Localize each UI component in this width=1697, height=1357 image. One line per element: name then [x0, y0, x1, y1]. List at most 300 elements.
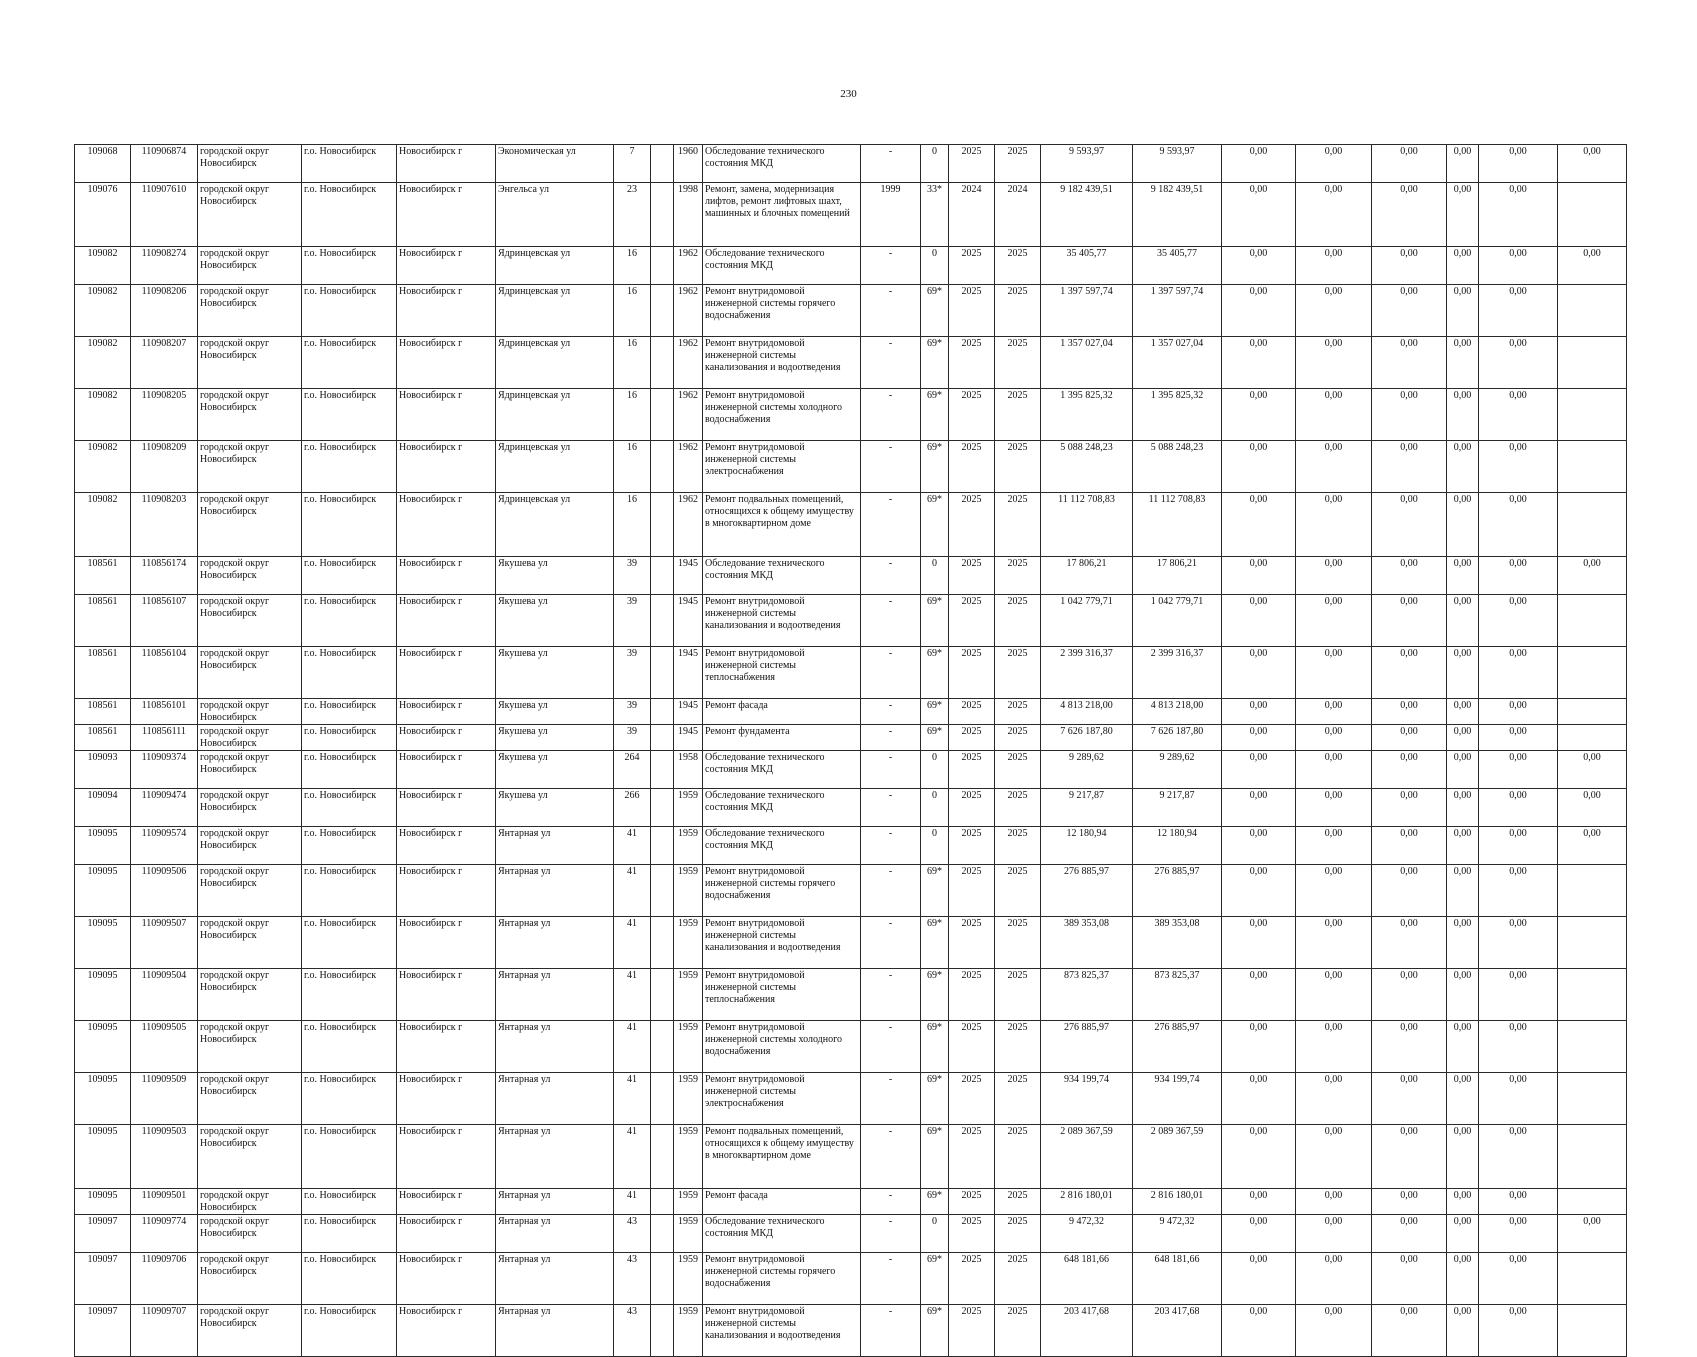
cell-building — [651, 595, 674, 647]
cell-settlement: Новосибирск г — [397, 1253, 496, 1305]
cell-wear: 69* — [921, 337, 949, 389]
cell-municipality: городской округ Новосибирск — [198, 725, 302, 751]
cell-settlement: Новосибирск г — [397, 751, 496, 789]
table-row — [75, 145, 1627, 183]
cell-cost-local: 0,00 — [1372, 1073, 1447, 1125]
cell-cost-extra: 0,00 — [1479, 1215, 1558, 1253]
cell-wear: 69* — [921, 389, 949, 441]
cell-plan-start-year: 2025 — [949, 557, 995, 595]
cell-street: Янтарная ул — [496, 827, 614, 865]
cell-house-id: 108561 — [75, 725, 131, 751]
cell-cost-other: 0,00 — [1447, 285, 1479, 337]
cell-cost-extra: 0,00 — [1479, 441, 1558, 493]
cell-total-cost: 934 199,74 — [1041, 1073, 1133, 1125]
cell-wear: 69* — [921, 1305, 949, 1357]
cell-total-cost: 389 353,08 — [1041, 917, 1133, 969]
cell-total-cost: 9 217,87 — [1041, 789, 1133, 827]
cell-total-cost: 873 825,37 — [1041, 969, 1133, 1021]
cell-work-type: Ремонт фасада — [703, 1189, 861, 1215]
table-row — [75, 1073, 1627, 1125]
cell-repair-year: - — [861, 247, 921, 285]
cell-building — [651, 1073, 674, 1125]
cell-municipality: городской округ Новосибирск — [198, 1189, 302, 1215]
cell-work-type: Обследование технического состояния МКД — [703, 751, 861, 789]
cell-street: Янтарная ул — [496, 917, 614, 969]
cell-house-id: 109095 — [75, 1189, 131, 1215]
cell-building — [651, 1189, 674, 1215]
cell-cost-federal: 0,00 — [1222, 337, 1296, 389]
cell-year-built: 1959 — [674, 1215, 703, 1253]
cell-total-cost: 11 112 708,83 — [1041, 493, 1133, 557]
cell-repair-year: - — [861, 751, 921, 789]
cell-house-number: 16 — [614, 247, 651, 285]
cell-repair-year: - — [861, 145, 921, 183]
cell-municipal-short: г.о. Новосибирск — [302, 285, 397, 337]
cell-municipal-short: г.о. Новосибирск — [302, 789, 397, 827]
cell-cost-owners: 9 217,87 — [1133, 789, 1222, 827]
cell-street: Якушева ул — [496, 725, 614, 751]
cell-plan-start-year: 2025 — [949, 865, 995, 917]
cell-work-id: 110856101 — [131, 699, 198, 725]
cell-building — [651, 1253, 674, 1305]
cell-cost-regional: 0,00 — [1296, 595, 1372, 647]
cell-total-cost: 1 397 597,74 — [1041, 285, 1133, 337]
cell-work-id: 110909574 — [131, 827, 198, 865]
cell-work-id: 110908205 — [131, 389, 198, 441]
cell-work-id: 110909706 — [131, 1253, 198, 1305]
cell-plan-end-year: 2025 — [995, 789, 1041, 827]
cell-work-id: 110909509 — [131, 1073, 198, 1125]
cell-work-type: Ремонт внутридомовой инженерной системы электроснабжения — [703, 1073, 861, 1125]
table-row — [75, 827, 1627, 865]
cell-repair-year: - — [861, 1305, 921, 1357]
cell-municipality: городской округ Новосибирск — [198, 865, 302, 917]
table-body — [75, 145, 1627, 1357]
cell-building — [651, 441, 674, 493]
cell-cost-reserve: 0,00 — [1558, 827, 1627, 865]
cell-house-id: 108561 — [75, 595, 131, 647]
table-row — [75, 969, 1627, 1021]
cell-house-number: 23 — [614, 183, 651, 247]
cell-building — [651, 917, 674, 969]
cell-cost-other: 0,00 — [1447, 1189, 1479, 1215]
cell-cost-reserve — [1558, 725, 1627, 751]
cell-year-built: 1959 — [674, 1125, 703, 1189]
cell-settlement: Новосибирск г — [397, 183, 496, 247]
cell-cost-owners: 9 593,97 — [1133, 145, 1222, 183]
cell-municipality: городской округ Новосибирск — [198, 1073, 302, 1125]
cell-year-built: 1945 — [674, 699, 703, 725]
cell-wear: 0 — [921, 247, 949, 285]
cell-wear: 0 — [921, 1215, 949, 1253]
cell-settlement: Новосибирск г — [397, 1215, 496, 1253]
cell-cost-federal: 0,00 — [1222, 145, 1296, 183]
cell-cost-federal: 0,00 — [1222, 183, 1296, 247]
cell-total-cost: 2 816 180,01 — [1041, 1189, 1133, 1215]
cell-settlement: Новосибирск г — [397, 595, 496, 647]
cell-cost-owners: 2 089 367,59 — [1133, 1125, 1222, 1189]
cell-plan-end-year: 2024 — [995, 183, 1041, 247]
cell-settlement: Новосибирск г — [397, 865, 496, 917]
cell-cost-other: 0,00 — [1447, 1021, 1479, 1073]
cell-year-built: 1959 — [674, 865, 703, 917]
cell-municipal-short: г.о. Новосибирск — [302, 1253, 397, 1305]
cell-cost-federal: 0,00 — [1222, 789, 1296, 827]
cell-plan-end-year: 2025 — [995, 1253, 1041, 1305]
cell-street: Якушева ул — [496, 647, 614, 699]
cell-cost-other: 0,00 — [1447, 917, 1479, 969]
cell-street: Ядринцевская ул — [496, 389, 614, 441]
cell-cost-regional: 0,00 — [1296, 1125, 1372, 1189]
cell-repair-year: - — [861, 725, 921, 751]
table-row — [75, 337, 1627, 389]
cell-cost-federal: 0,00 — [1222, 441, 1296, 493]
cell-plan-start-year: 2025 — [949, 389, 995, 441]
cell-house-id: 109082 — [75, 285, 131, 337]
cell-cost-local: 0,00 — [1372, 1021, 1447, 1073]
cell-building — [651, 183, 674, 247]
cell-plan-start-year: 2025 — [949, 337, 995, 389]
cell-cost-reserve — [1558, 441, 1627, 493]
cell-cost-regional: 0,00 — [1296, 247, 1372, 285]
cell-cost-owners: 934 199,74 — [1133, 1073, 1222, 1125]
cell-year-built: 1959 — [674, 1253, 703, 1305]
cell-cost-regional: 0,00 — [1296, 441, 1372, 493]
cell-municipality: городской округ Новосибирск — [198, 145, 302, 183]
cell-building — [651, 1305, 674, 1357]
cell-repair-year: - — [861, 917, 921, 969]
cell-cost-owners: 1 042 779,71 — [1133, 595, 1222, 647]
cell-work-id: 110907610 — [131, 183, 198, 247]
cell-cost-local: 0,00 — [1372, 285, 1447, 337]
cell-wear: 69* — [921, 285, 949, 337]
cell-street: Ядринцевская ул — [496, 441, 614, 493]
table-row — [75, 917, 1627, 969]
cell-cost-federal: 0,00 — [1222, 725, 1296, 751]
cell-cost-owners: 4 813 218,00 — [1133, 699, 1222, 725]
cell-street: Янтарная ул — [496, 865, 614, 917]
cell-repair-year: - — [861, 1215, 921, 1253]
cell-municipal-short: г.о. Новосибирск — [302, 969, 397, 1021]
cell-house-id: 109082 — [75, 441, 131, 493]
cell-municipal-short: г.о. Новосибирск — [302, 865, 397, 917]
cell-cost-federal: 0,00 — [1222, 699, 1296, 725]
cell-work-id: 110856111 — [131, 725, 198, 751]
cell-building — [651, 493, 674, 557]
cell-house-number: 16 — [614, 337, 651, 389]
cell-house-number: 41 — [614, 1021, 651, 1073]
table-row — [75, 1189, 1627, 1215]
cell-plan-end-year: 2025 — [995, 1021, 1041, 1073]
cell-cost-reserve: 0,00 — [1558, 557, 1627, 595]
table-row — [75, 441, 1627, 493]
cell-cost-regional: 0,00 — [1296, 699, 1372, 725]
cell-repair-year: - — [861, 389, 921, 441]
cell-wear: 69* — [921, 865, 949, 917]
cell-cost-reserve — [1558, 1305, 1627, 1357]
cell-municipality: городской округ Новосибирск — [198, 647, 302, 699]
cell-building — [651, 145, 674, 183]
cell-work-type: Ремонт внутридомовой инженерной системы канализования и водоотведения — [703, 917, 861, 969]
cell-year-built: 1958 — [674, 751, 703, 789]
cell-house-number: 43 — [614, 1253, 651, 1305]
cell-settlement: Новосибирск г — [397, 699, 496, 725]
cell-cost-reserve: 0,00 — [1558, 1215, 1627, 1253]
cell-plan-end-year: 2025 — [995, 441, 1041, 493]
cell-wear: 69* — [921, 699, 949, 725]
cell-wear: 69* — [921, 725, 949, 751]
cell-cost-local: 0,00 — [1372, 1215, 1447, 1253]
cell-cost-other: 0,00 — [1447, 969, 1479, 1021]
cell-municipality: городской округ Новосибирск — [198, 751, 302, 789]
cell-work-type: Ремонт внутридомовой инженерной системы горячего водоснабжения — [703, 1253, 861, 1305]
cell-house-id: 109097 — [75, 1215, 131, 1253]
cell-house-number: 264 — [614, 751, 651, 789]
cell-repair-year: - — [861, 337, 921, 389]
cell-cost-local: 0,00 — [1372, 389, 1447, 441]
cell-cost-extra: 0,00 — [1479, 1253, 1558, 1305]
cell-plan-start-year: 2025 — [949, 1125, 995, 1189]
cell-total-cost: 35 405,77 — [1041, 247, 1133, 285]
cell-plan-start-year: 2025 — [949, 1189, 995, 1215]
cell-building — [651, 699, 674, 725]
cell-cost-owners: 9 472,32 — [1133, 1215, 1222, 1253]
cell-year-built: 1959 — [674, 1021, 703, 1073]
cell-cost-federal: 0,00 — [1222, 751, 1296, 789]
cell-cost-regional: 0,00 — [1296, 917, 1372, 969]
cell-street: Ядринцевская ул — [496, 493, 614, 557]
cell-cost-reserve — [1558, 865, 1627, 917]
cell-plan-end-year: 2025 — [995, 827, 1041, 865]
cell-year-built: 1959 — [674, 917, 703, 969]
cell-plan-start-year: 2025 — [949, 917, 995, 969]
table-row — [75, 725, 1627, 751]
cell-work-id: 110909774 — [131, 1215, 198, 1253]
cell-cost-local: 0,00 — [1372, 827, 1447, 865]
cell-work-type: Ремонт фасада — [703, 699, 861, 725]
cell-building — [651, 969, 674, 1021]
cell-work-type: Ремонт внутридомовой инженерной системы холодного водоснабжения — [703, 1021, 861, 1073]
cell-plan-end-year: 2025 — [995, 389, 1041, 441]
cell-house-number: 41 — [614, 827, 651, 865]
cell-cost-extra: 0,00 — [1479, 337, 1558, 389]
cell-total-cost: 1 042 779,71 — [1041, 595, 1133, 647]
cell-work-type: Ремонт подвальных помещений, относящихся к общему имуществу в многоквартирном доме — [703, 493, 861, 557]
cell-house-id: 109095 — [75, 1125, 131, 1189]
cell-repair-year: - — [861, 595, 921, 647]
cell-street: Якушева ул — [496, 699, 614, 725]
cell-cost-local: 0,00 — [1372, 337, 1447, 389]
cell-cost-owners: 9 289,62 — [1133, 751, 1222, 789]
cell-house-id: 109082 — [75, 247, 131, 285]
cell-repair-year: 1999 — [861, 183, 921, 247]
cell-cost-extra: 0,00 — [1479, 917, 1558, 969]
cell-cost-federal: 0,00 — [1222, 1253, 1296, 1305]
cell-municipality: городской округ Новосибирск — [198, 917, 302, 969]
cell-municipality: городской округ Новосибирск — [198, 557, 302, 595]
cell-municipality: городской округ Новосибирск — [198, 389, 302, 441]
cell-year-built: 1959 — [674, 1189, 703, 1215]
cell-cost-reserve — [1558, 183, 1627, 247]
cell-work-type: Обследование технического состояния МКД — [703, 827, 861, 865]
cell-cost-reserve: 0,00 — [1558, 789, 1627, 827]
cell-wear: 69* — [921, 1189, 949, 1215]
cell-work-type: Обследование технического состояния МКД — [703, 1215, 861, 1253]
cell-municipal-short: г.о. Новосибирск — [302, 493, 397, 557]
cell-cost-local: 0,00 — [1372, 493, 1447, 557]
cell-cost-federal: 0,00 — [1222, 969, 1296, 1021]
cell-house-id: 109095 — [75, 917, 131, 969]
cell-cost-reserve — [1558, 285, 1627, 337]
cell-cost-federal: 0,00 — [1222, 1215, 1296, 1253]
table-row — [75, 595, 1627, 647]
cell-house-id: 109097 — [75, 1305, 131, 1357]
cell-plan-end-year: 2025 — [995, 1305, 1041, 1357]
cell-plan-end-year: 2025 — [995, 1073, 1041, 1125]
cell-cost-extra: 0,00 — [1479, 969, 1558, 1021]
cell-cost-owners: 17 806,21 — [1133, 557, 1222, 595]
cell-cost-federal: 0,00 — [1222, 917, 1296, 969]
cell-municipal-short: г.о. Новосибирск — [302, 1305, 397, 1357]
cell-work-type: Ремонт внутридомовой инженерной системы теплоснабжения — [703, 647, 861, 699]
table-row — [75, 493, 1627, 557]
cell-work-id: 110909707 — [131, 1305, 198, 1357]
cell-plan-start-year: 2025 — [949, 441, 995, 493]
cell-total-cost: 203 417,68 — [1041, 1305, 1133, 1357]
cell-municipality: городской округ Новосибирск — [198, 285, 302, 337]
cell-cost-local: 0,00 — [1372, 183, 1447, 247]
cell-cost-regional: 0,00 — [1296, 285, 1372, 337]
cell-cost-other: 0,00 — [1447, 595, 1479, 647]
cell-municipal-short: г.о. Новосибирск — [302, 751, 397, 789]
cell-cost-reserve — [1558, 699, 1627, 725]
cell-cost-other: 0,00 — [1447, 247, 1479, 285]
cell-wear: 0 — [921, 751, 949, 789]
cell-cost-local: 0,00 — [1372, 789, 1447, 827]
cell-cost-regional: 0,00 — [1296, 183, 1372, 247]
cell-house-id: 109068 — [75, 145, 131, 183]
cell-municipal-short: г.о. Новосибирск — [302, 441, 397, 493]
cell-work-type: Ремонт внутридомовой инженерной системы канализования и водоотведения — [703, 1305, 861, 1357]
cell-cost-owners: 5 088 248,23 — [1133, 441, 1222, 493]
cell-work-id: 110909506 — [131, 865, 198, 917]
cell-building — [651, 1215, 674, 1253]
cell-settlement: Новосибирск г — [397, 441, 496, 493]
table-row — [75, 1125, 1627, 1189]
cell-cost-regional: 0,00 — [1296, 647, 1372, 699]
cell-cost-regional: 0,00 — [1296, 827, 1372, 865]
cell-settlement: Новосибирск г — [397, 725, 496, 751]
cell-house-id: 108561 — [75, 647, 131, 699]
cell-municipality: городской округ Новосибирск — [198, 789, 302, 827]
cell-plan-start-year: 2025 — [949, 647, 995, 699]
cell-work-id: 110908206 — [131, 285, 198, 337]
cell-cost-other: 0,00 — [1447, 183, 1479, 247]
cell-house-id: 109076 — [75, 183, 131, 247]
cell-year-built: 1962 — [674, 285, 703, 337]
cell-plan-start-year: 2025 — [949, 145, 995, 183]
cell-cost-federal: 0,00 — [1222, 247, 1296, 285]
cell-cost-local: 0,00 — [1372, 1189, 1447, 1215]
cell-plan-start-year: 2025 — [949, 1253, 995, 1305]
cell-plan-end-year: 2025 — [995, 647, 1041, 699]
cell-work-id: 110856107 — [131, 595, 198, 647]
cell-cost-regional: 0,00 — [1296, 389, 1372, 441]
table-row — [75, 647, 1627, 699]
cell-year-built: 1962 — [674, 389, 703, 441]
cell-cost-local: 0,00 — [1372, 247, 1447, 285]
cell-municipality: городской округ Новосибирск — [198, 337, 302, 389]
cell-plan-start-year: 2025 — [949, 1215, 995, 1253]
cell-cost-other: 0,00 — [1447, 389, 1479, 441]
cell-work-id: 110908203 — [131, 493, 198, 557]
cell-cost-regional: 0,00 — [1296, 1189, 1372, 1215]
cell-cost-regional: 0,00 — [1296, 1253, 1372, 1305]
cell-house-number: 16 — [614, 389, 651, 441]
cell-cost-other: 0,00 — [1447, 647, 1479, 699]
cell-building — [651, 865, 674, 917]
cell-year-built: 1959 — [674, 789, 703, 827]
cell-house-number: 39 — [614, 595, 651, 647]
cell-year-built: 1962 — [674, 493, 703, 557]
cell-repair-year: - — [861, 1253, 921, 1305]
page-number: 230 — [840, 88, 857, 100]
cell-cost-local: 0,00 — [1372, 917, 1447, 969]
table-row — [75, 557, 1627, 595]
cell-municipal-short: г.о. Новосибирск — [302, 337, 397, 389]
cell-municipality: городской округ Новосибирск — [198, 595, 302, 647]
cell-work-id: 110909507 — [131, 917, 198, 969]
cell-municipality: городской округ Новосибирск — [198, 1021, 302, 1073]
cell-total-cost: 2 089 367,59 — [1041, 1125, 1133, 1189]
cell-cost-owners: 9 182 439,51 — [1133, 183, 1222, 247]
cell-house-id: 108561 — [75, 557, 131, 595]
cell-street: Экономическая ул — [496, 145, 614, 183]
cell-street: Ядринцевская ул — [496, 337, 614, 389]
cell-cost-local: 0,00 — [1372, 865, 1447, 917]
cell-settlement: Новосибирск г — [397, 1189, 496, 1215]
cell-year-built: 1962 — [674, 441, 703, 493]
cell-wear: 69* — [921, 493, 949, 557]
cell-cost-federal: 0,00 — [1222, 285, 1296, 337]
cell-cost-local: 0,00 — [1372, 441, 1447, 493]
cell-municipality: городской округ Новосибирск — [198, 1253, 302, 1305]
cell-cost-extra: 0,00 — [1479, 725, 1558, 751]
cell-work-id: 110909504 — [131, 969, 198, 1021]
cell-cost-other: 0,00 — [1447, 699, 1479, 725]
cell-municipal-short: г.о. Новосибирск — [302, 647, 397, 699]
cell-building — [651, 337, 674, 389]
cell-cost-reserve — [1558, 1189, 1627, 1215]
cell-settlement: Новосибирск г — [397, 969, 496, 1021]
cell-total-cost: 9 289,62 — [1041, 751, 1133, 789]
cell-year-built: 1945 — [674, 595, 703, 647]
cell-plan-end-year: 2025 — [995, 751, 1041, 789]
cell-cost-local: 0,00 — [1372, 699, 1447, 725]
cell-house-number: 39 — [614, 557, 651, 595]
cell-cost-local: 0,00 — [1372, 647, 1447, 699]
cell-house-id: 109095 — [75, 969, 131, 1021]
cell-cost-reserve — [1558, 1073, 1627, 1125]
cell-municipality: городской округ Новосибирск — [198, 1215, 302, 1253]
cell-plan-start-year: 2025 — [949, 595, 995, 647]
cell-municipality: городской округ Новосибирск — [198, 183, 302, 247]
cell-settlement: Новосибирск г — [397, 789, 496, 827]
cell-cost-owners: 276 885,97 — [1133, 1021, 1222, 1073]
cell-municipal-short: г.о. Новосибирск — [302, 1125, 397, 1189]
cell-cost-owners: 12 180,94 — [1133, 827, 1222, 865]
cell-work-type: Ремонт внутридомовой инженерной системы электроснабжения — [703, 441, 861, 493]
